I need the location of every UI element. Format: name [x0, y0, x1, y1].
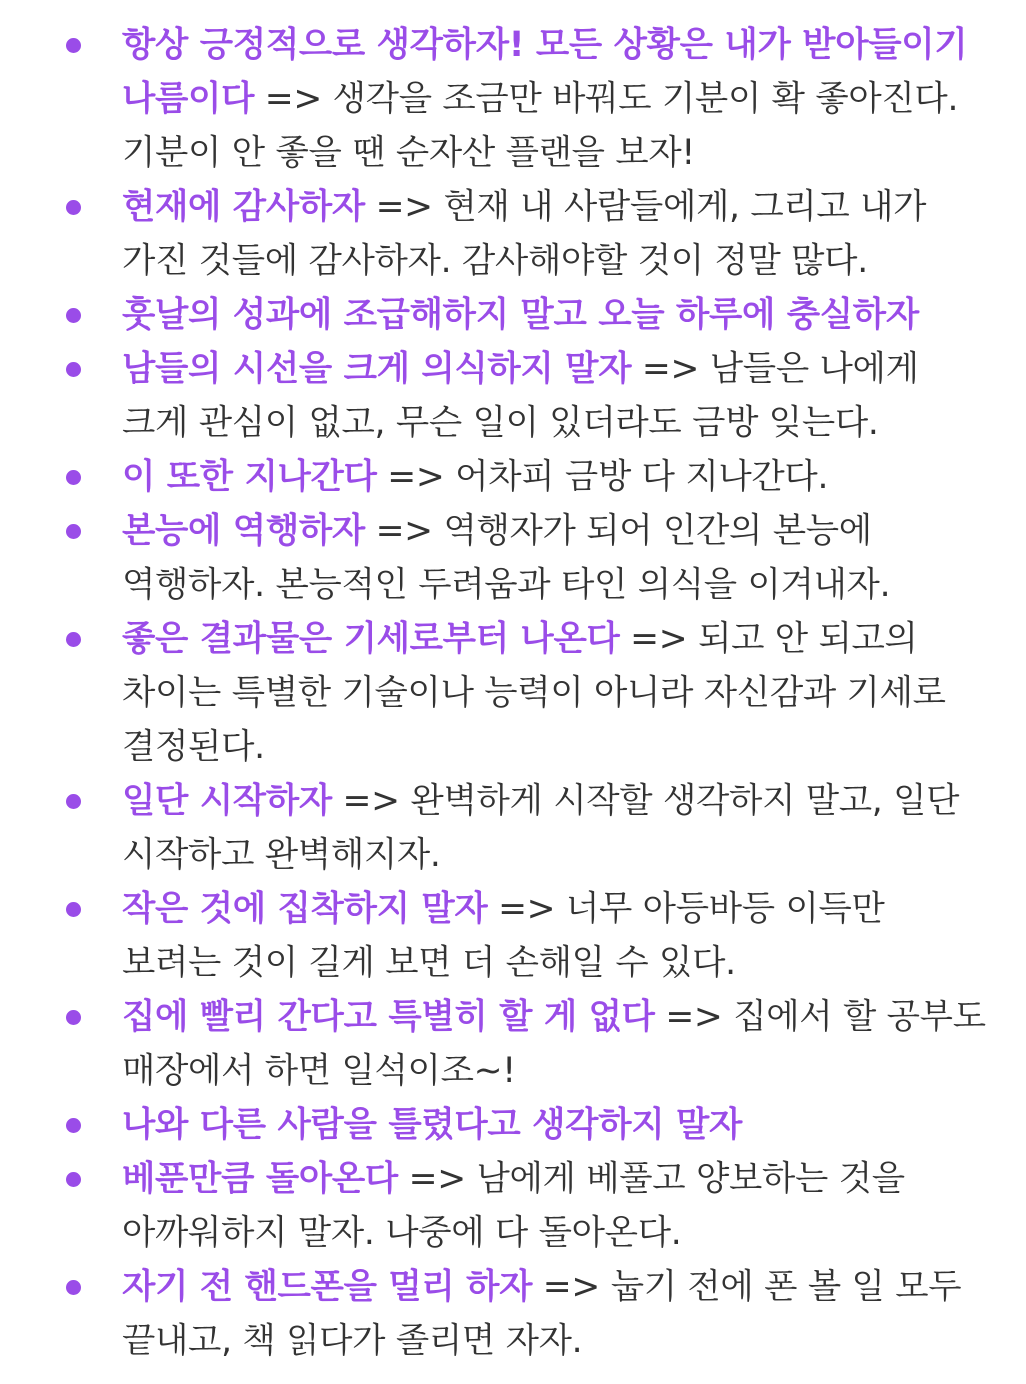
item-title: 집에 빨리 간다고 특별히 할 게 없다 — [122, 997, 655, 1037]
resolution-list — [0, 18, 1026, 1368]
item-title: 이 또한 지나간다 — [122, 457, 377, 497]
item-text: => 어차피 금방 다 지나간다. — [376, 457, 829, 497]
item-text: => 되고 안 되고의 차이는 특별한 기술이나 능력이 아니라 자신감과 기세로 결정된다. — [122, 619, 946, 767]
list-item — [0, 990, 1026, 1098]
bullet-icon — [66, 794, 81, 809]
bullet-icon — [66, 1010, 81, 1025]
item-title: 훗날의 성과에 조급해하지 말고 오늘 하루에 충실하자 — [122, 295, 919, 335]
item-text: => 집에서 할 공부도 매장에서 하면 일석이조~! — [122, 997, 986, 1091]
list-item — [0, 882, 1026, 990]
list-item — [0, 612, 1026, 774]
item-title: 좋은 결과물은 기세로부터 나온다 — [122, 619, 620, 659]
list-item — [0, 18, 1026, 180]
item-title: 나와 다른 사람을 틀렸다고 생각하지 말자 — [122, 1105, 743, 1145]
bullet-icon — [66, 902, 81, 917]
item-text: => 역행자가 되어 인간의 본능에 역행하자. 본능적인 두려움과 타인 의식을 이겨내자. — [122, 511, 891, 605]
list-item — [0, 342, 1026, 450]
item-title: 본능에 역행하자 — [122, 511, 365, 551]
list-item — [0, 180, 1026, 288]
bullet-icon — [66, 1172, 81, 1187]
bullet-icon — [66, 632, 81, 647]
list-item — [0, 1098, 1026, 1152]
bullet-icon — [66, 38, 81, 53]
item-text: => 생각을 조금만 바꿔도 기분이 확 좋아진다. 기분이 안 좋을 땐 순자산 플랜을 보자! — [122, 79, 959, 173]
item-title: 남들의 시선을 크게 의식하지 말자 — [122, 349, 632, 389]
bullet-icon — [66, 524, 81, 539]
item-text: => 완벽하게 시작할 생각하지 말고, 일단 시작하고 완벽해지자. — [122, 781, 960, 875]
bullet-icon — [66, 470, 81, 485]
item-text: => 눕기 전에 폰 볼 일 모두 끝내고, 책 읽다가 졸리면 자자. — [122, 1267, 962, 1361]
list-item — [0, 774, 1026, 882]
list-item — [0, 504, 1026, 612]
item-text: => 남들은 나에게 크게 관심이 없고, 무슨 일이 있더라도 금방 잊는다. — [122, 349, 919, 443]
item-title: 자기 전 핸드폰을 멀리 하자 — [122, 1267, 533, 1307]
bullet-icon — [66, 200, 81, 215]
bullet-icon — [66, 1280, 81, 1295]
item-text: => 현재 내 사람들에게, 그리고 내가 가진 것들에 감사하자. 감사해야할 것이 정말 많다. — [122, 187, 927, 281]
item-title: 항상 긍정적으로 생각하자! 모든 상황은 내가 받아들이기 나름이다 — [122, 25, 968, 119]
bullet-icon — [66, 1118, 81, 1133]
bullet-icon — [66, 362, 81, 377]
item-title: 일단 시작하자 — [122, 781, 332, 821]
list-item — [0, 1260, 1026, 1368]
list-item — [0, 288, 1026, 342]
item-title: 베푼만큼 돌아온다 — [122, 1159, 398, 1199]
item-title: 현재에 감사하자 — [122, 187, 365, 227]
list-item — [0, 1152, 1026, 1260]
item-title: 작은 것에 집착하지 말자 — [122, 889, 488, 929]
list-item — [0, 450, 1026, 504]
item-text: => 남에게 베풀고 양보하는 것을 아까워하지 말자. 나중에 다 돌아온다. — [122, 1159, 905, 1253]
item-text: => 너무 아등바등 이득만 보려는 것이 길게 보면 더 손해일 수 있다. — [122, 889, 885, 983]
bullet-icon — [66, 308, 81, 323]
